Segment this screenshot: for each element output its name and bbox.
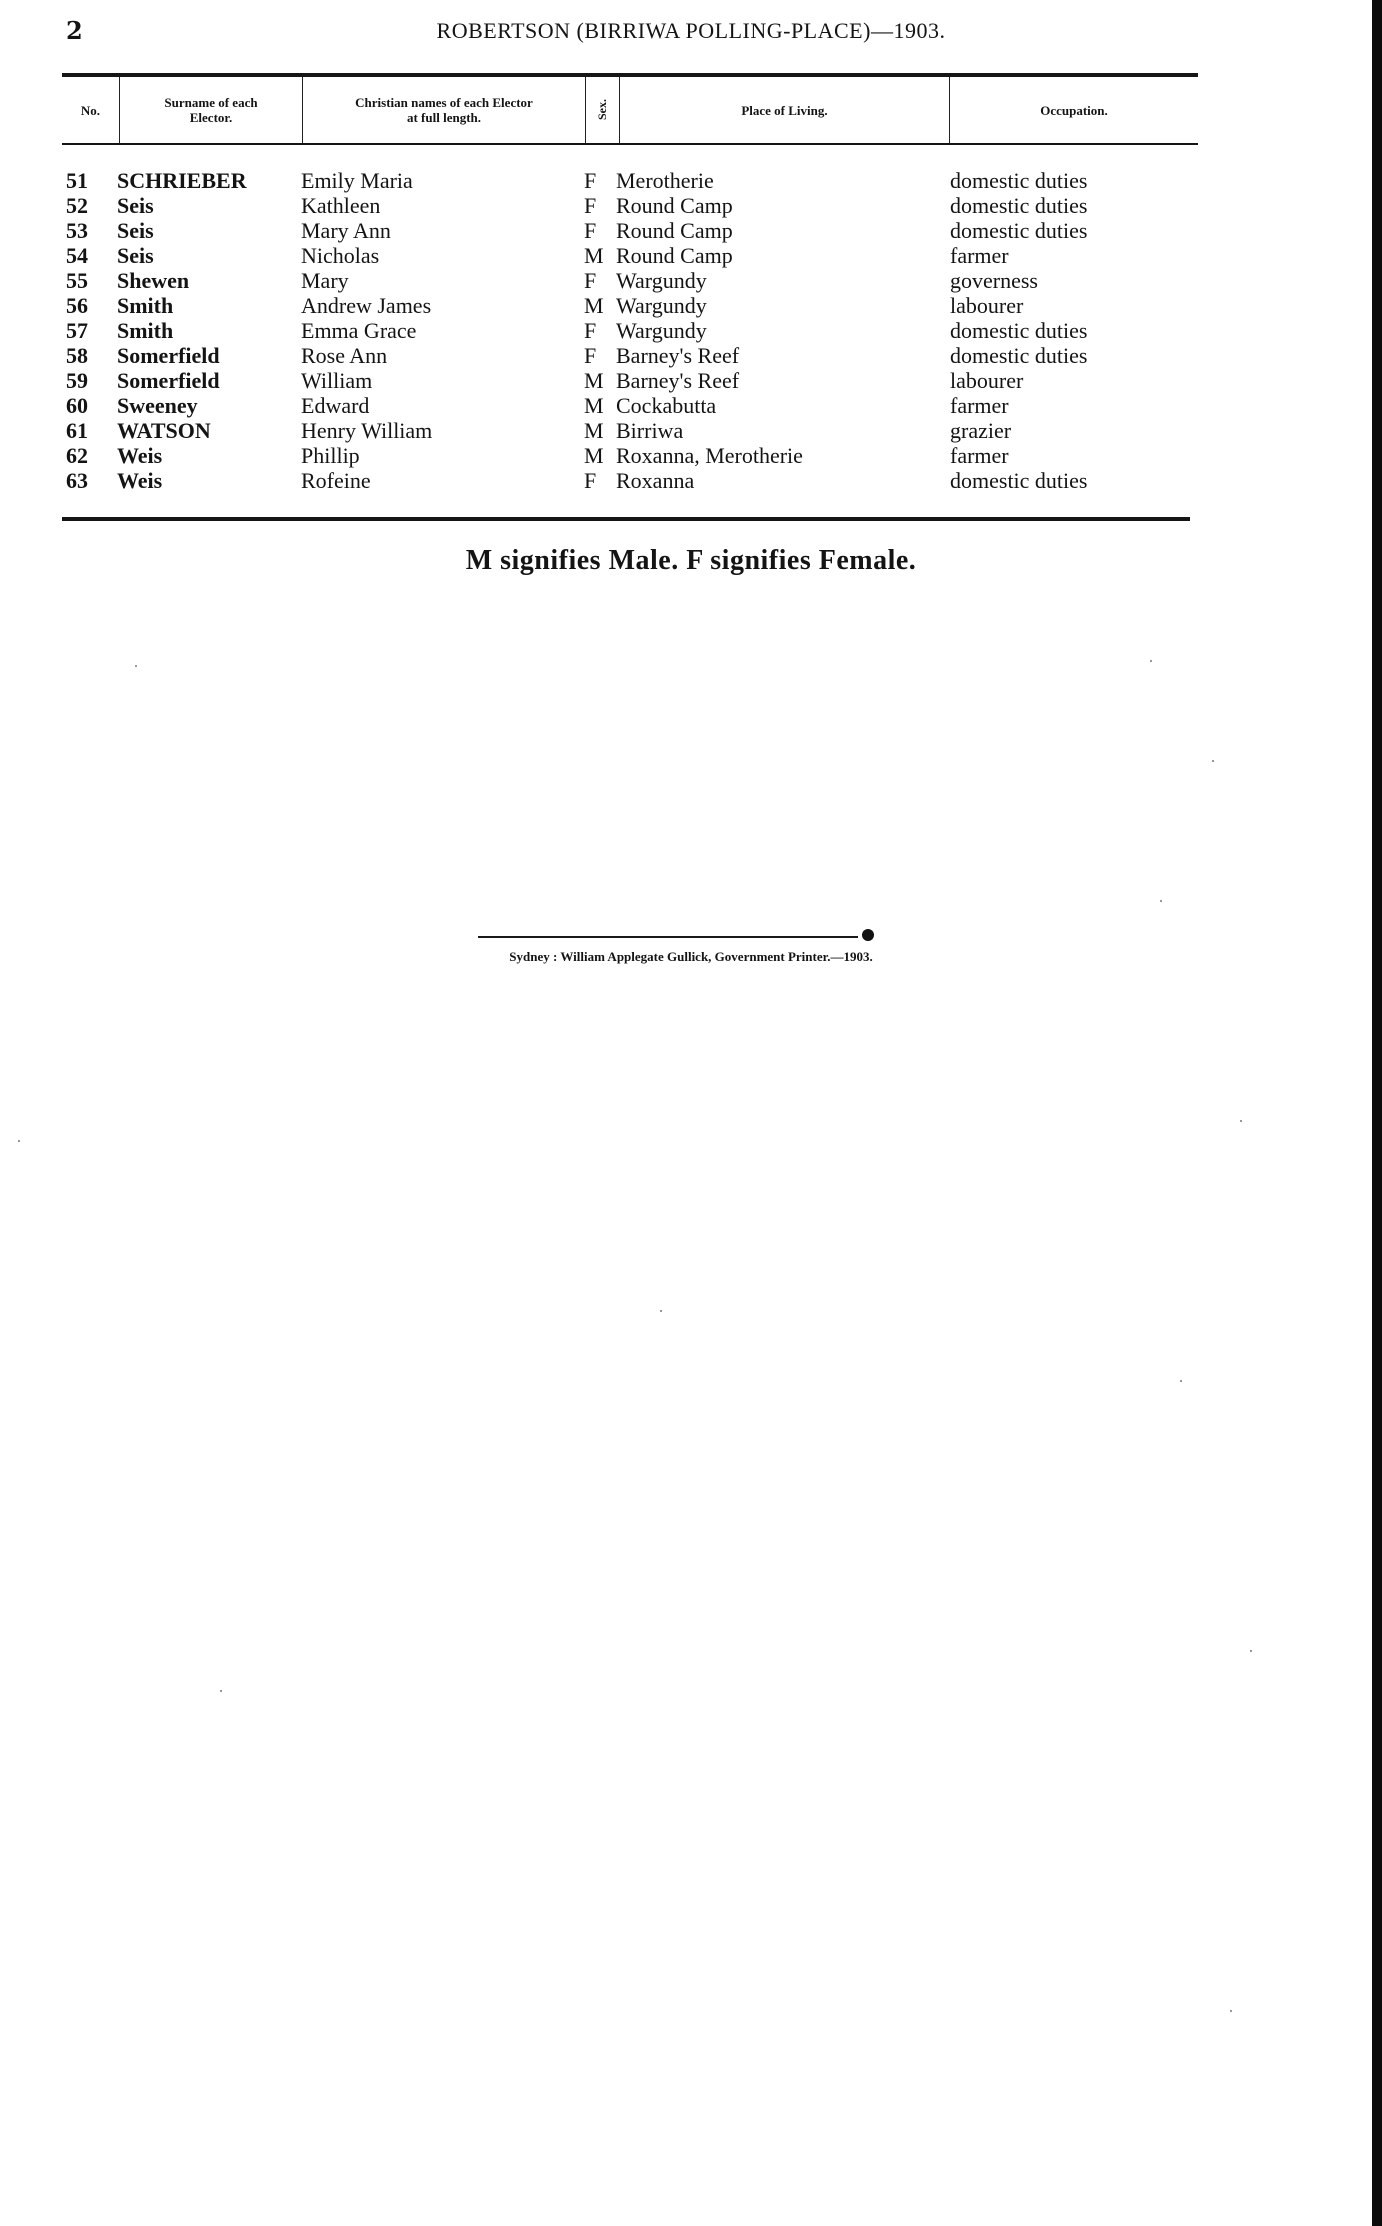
elector-place: Round Camp [616,243,733,268]
table-row [0,193,1382,218]
scan-speckle [220,1690,222,1692]
elector-sex: F [584,218,597,243]
elector-number: 54 [66,243,88,268]
elector-number: 56 [66,293,88,318]
elector-number: 62 [66,443,88,468]
elector-christian-names: Edward [301,393,370,418]
table-bottom-rule [62,517,1190,521]
scan-speckle [660,1310,662,1312]
elector-number: 59 [66,368,88,393]
elector-christian-names: Kathleen [301,193,381,218]
elector-occupation: domestic duties [950,343,1088,368]
elector-place: Birriwa [616,418,684,443]
elector-sex: F [584,193,597,218]
elector-sex: M [584,418,604,443]
table-row [0,468,1382,493]
elector-christian-names: Mary Ann [301,218,391,243]
column-header-christian-names: Christian names of each Elector at full length. [355,95,533,125]
elector-christian-names: William [301,368,373,393]
elector-sex: F [584,343,597,368]
elector-number: 51 [66,168,88,193]
elector-place: Round Camp [616,218,733,243]
elector-surname: Smith [117,318,174,343]
elector-surname: Somerfield [117,343,220,368]
elector-place: Cockabutta [616,393,717,418]
elector-christian-names: Emily Maria [301,168,413,193]
scan-speckle [135,665,137,667]
elector-surname: Shewen [117,268,190,293]
elector-number: 63 [66,468,88,493]
table-row [0,218,1382,243]
elector-surname: Weis [117,468,163,493]
elector-place: Wargundy [616,268,707,293]
elector-sex: M [584,443,604,468]
column-header-sex: Sex. [595,99,609,121]
elector-surname: Somerfield [117,368,220,393]
elector-surname: Seis [117,243,154,268]
elector-occupation: domestic duties [950,168,1088,193]
elector-number: 53 [66,218,88,243]
elector-number: 61 [66,418,88,443]
sex-legend: M signifies Male. F signifies Female. [465,545,917,576]
elector-occupation: domestic duties [950,193,1088,218]
elector-number: 57 [66,318,88,343]
elector-sex: F [584,268,597,293]
elector-place: Wargundy [616,318,707,343]
elector-christian-names: Phillip [301,443,360,468]
elector-table [0,168,1382,493]
elector-place: Barney's Reef [616,368,740,393]
elector-number: 60 [66,393,88,418]
elector-surname: Seis [117,193,154,218]
printer-imprint: Sydney : William Applegate Gullick, Government Printer.—1903. [509,949,873,964]
elector-occupation: labourer [950,368,1024,393]
elector-christian-names: Emma Grace [301,318,417,343]
scan-speckle [1212,760,1214,762]
elector-place: Roxanna [616,468,695,493]
elector-sex: M [584,393,604,418]
elector-christian-names: Nicholas [301,243,380,268]
page-number: 2 [66,16,83,45]
scan-speckle [1250,1650,1252,1652]
elector-occupation: labourer [950,293,1024,318]
elector-surname: WATSON [117,418,211,443]
table-header-rule [62,143,1198,145]
elector-christian-names: Henry William [301,418,433,443]
imprint-dot [862,929,874,941]
scan-speckle [1180,1380,1182,1382]
elector-place: Round Camp [616,193,733,218]
elector-occupation: farmer [950,443,1009,468]
column-header-no: No. [80,102,101,118]
elector-sex: M [584,368,604,393]
table-row [0,393,1382,418]
scan-speckle [1240,1120,1242,1122]
elector-place: Merotherie [616,168,714,193]
scan-speckle [1150,660,1152,662]
scan-speckle [18,1140,20,1142]
table-row [0,318,1382,343]
elector-sex: F [584,318,597,343]
table-row [0,293,1382,318]
elector-sex: M [584,243,604,268]
elector-christian-names: Andrew James [301,293,432,318]
scan-speckle [1230,2010,1232,2012]
column-header-place: Place of Living. [741,102,828,118]
column-header-occupation: Occupation. [1040,102,1108,118]
elector-surname: Seis [117,218,154,243]
elector-number: 58 [66,343,88,368]
elector-place: Roxanna, Merotherie [616,443,803,468]
elector-occupation: governess [950,268,1038,293]
elector-place: Barney's Reef [616,343,740,368]
column-header-surname: Surname of each Elector. [164,95,258,125]
table-row [0,268,1382,293]
imprint-rule [478,936,858,938]
scan-speckle [1160,900,1162,902]
elector-sex: F [584,468,597,493]
elector-surname: Weis [117,443,163,468]
elector-occupation: grazier [950,418,1012,443]
table-row [0,343,1382,368]
elector-surname: SCHRIEBER [117,168,247,193]
table-row [0,168,1382,193]
elector-christian-names: Rofeine [301,468,371,493]
elector-christian-names: Mary [301,268,349,293]
table-row [0,418,1382,443]
elector-occupation: domestic duties [950,218,1088,243]
elector-sex: F [584,168,597,193]
elector-surname: Smith [117,293,174,318]
elector-number: 52 [66,193,88,218]
elector-occupation: domestic duties [950,318,1088,343]
table-row [0,443,1382,468]
page-title: ROBERTSON (BIRRIWA POLLING-PLACE)—1903. [436,18,946,43]
elector-occupation: domestic duties [950,468,1088,493]
elector-number: 55 [66,268,88,293]
table-row [0,368,1382,393]
elector-place: Wargundy [616,293,707,318]
elector-sex: M [584,293,604,318]
table-top-rule [62,73,1198,77]
elector-occupation: farmer [950,393,1009,418]
table-row [0,243,1382,268]
elector-occupation: farmer [950,243,1009,268]
elector-surname: Sweeney [117,393,198,418]
elector-christian-names: Rose Ann [301,343,388,368]
